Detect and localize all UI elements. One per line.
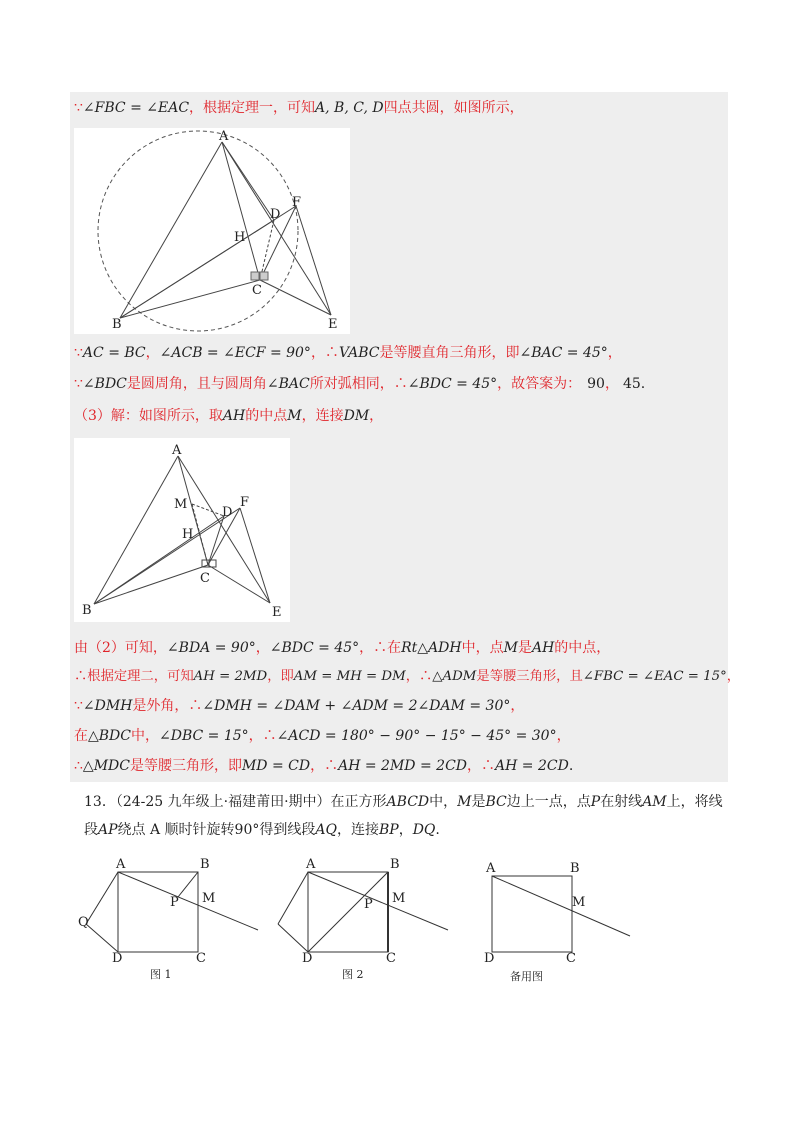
point-label-M: M	[202, 891, 216, 906]
text-segment: 在	[74, 728, 88, 744]
text-segment: ，∴	[405, 669, 433, 684]
square-figure-3	[484, 861, 630, 983]
segment-FE	[296, 206, 331, 315]
text-segment: 是等腰三角形，即	[129, 758, 242, 774]
math-expression: ∠FBC = ∠EAC	[82, 100, 190, 116]
text-segment: 所对弧相同，∴	[309, 376, 408, 392]
text-segment: ，∴在	[359, 640, 402, 656]
math-expression: ∠FBC = ∠EAC = 15°	[582, 669, 727, 684]
point-label-D: D	[302, 951, 313, 966]
text-segment: ，∴	[310, 345, 339, 361]
point-label-H: H	[182, 527, 194, 542]
point-label-D: D	[270, 207, 281, 222]
circumcircle	[98, 131, 298, 331]
text-segment: ，∴	[310, 758, 339, 774]
text-segment: 在射线	[600, 794, 643, 810]
point-label-A: A	[306, 857, 316, 872]
math-expression: ∠BDC = 45°	[407, 376, 498, 392]
math-expression: MD = CD	[241, 758, 311, 774]
right-angle-mark	[260, 272, 268, 280]
square-figures	[74, 850, 734, 990]
math-expression: ABCD	[386, 794, 430, 810]
text-segment: ，连接	[301, 408, 344, 424]
math-expression: BC	[485, 794, 507, 810]
point-label-A: A	[486, 861, 496, 876]
figure-cyclic-quadrilateral	[74, 128, 350, 334]
math-expression: ∠BDA = 90°	[166, 640, 256, 656]
math-expression: AC = BC	[82, 345, 146, 361]
text-segment: ，	[145, 345, 160, 361]
ray-AM	[492, 876, 630, 936]
point-label-F: F	[292, 195, 302, 210]
math-expression: ∠BDC	[82, 376, 127, 392]
math-expression: △MDC	[82, 758, 130, 774]
text-segment: .	[640, 376, 646, 392]
text-segment: 的中点	[245, 408, 288, 424]
point-label-B: B	[112, 317, 122, 332]
math-expression: BP	[378, 822, 399, 838]
point-label-C: C	[252, 283, 262, 298]
text-segment: ，	[556, 728, 571, 744]
segment-AQ	[278, 872, 308, 924]
math-expression: DM	[343, 408, 370, 424]
question-number: 13．	[84, 794, 116, 810]
text-segment: ，故答案为：	[497, 376, 582, 392]
point-label-M: M	[392, 891, 406, 906]
solution-line-8	[74, 726, 571, 746]
text-segment: ，即	[267, 669, 294, 684]
ray-AM	[118, 872, 258, 930]
point-label-P: P	[170, 895, 179, 910]
math-expression: M	[287, 408, 302, 424]
therefore-symbol: ∴	[74, 758, 83, 774]
math-expression: ∠DMH = ∠DAM + ∠ADM = 2∠DAM = 30°	[202, 698, 511, 714]
text-segment: 是	[471, 794, 486, 810]
math-expression: M	[457, 794, 472, 810]
text-segment: 上，将线	[666, 794, 723, 810]
math-expression: △BDC	[88, 728, 131, 744]
solution-line-3	[74, 374, 645, 394]
point-label-Q: Q	[78, 915, 89, 930]
segment-QD	[86, 924, 118, 952]
square-figure-2	[278, 857, 448, 981]
math-expression: P	[590, 794, 601, 810]
text-segment: ，	[604, 376, 619, 392]
point-label-C: C	[200, 571, 210, 586]
math-expression: VABC	[338, 345, 380, 361]
point-label-A: A	[219, 129, 229, 144]
text-segment: ，∴	[248, 728, 277, 744]
solution-line-4	[74, 406, 383, 426]
point-label-E: E	[272, 605, 282, 620]
text-segment: 绕点 A 顺时针旋转	[117, 822, 235, 838]
segment-DC	[260, 220, 274, 280]
square-ABCD	[118, 872, 198, 952]
segment-FE	[240, 508, 270, 603]
point-label-C: C	[196, 951, 206, 966]
point-label-B: B	[390, 857, 400, 872]
math-expression: 90°	[234, 822, 260, 838]
text-segment: ，	[726, 669, 741, 684]
because-symbol: ∵	[74, 698, 83, 714]
text-segment: 中，点	[461, 640, 504, 656]
math-expression: ∠ACB = ∠ECF = 90°	[159, 345, 311, 361]
diagonal-BD	[308, 872, 388, 952]
segment-BC	[94, 565, 208, 604]
text-segment: ，根据定理一，可知	[189, 100, 316, 116]
math-expression: DQ	[412, 822, 436, 838]
math-expression: ∠BDC = 45°	[269, 640, 360, 656]
math-expression: △ADM	[432, 669, 477, 684]
segment-AQ	[86, 872, 118, 924]
square-ABCD	[492, 876, 572, 952]
segment-AC	[222, 142, 260, 280]
point-label-M: M	[572, 895, 586, 910]
point-label-E: E	[328, 317, 338, 332]
point-label-D: D	[484, 951, 495, 966]
math-expression: AH	[222, 408, 246, 424]
math-expression: AH	[531, 640, 555, 656]
point-label-M: M	[174, 497, 188, 512]
point-label-H: H	[234, 230, 246, 245]
point-label-C: C	[386, 951, 396, 966]
text-segment: ∴根据定理二，可知	[74, 669, 194, 684]
text-segment: 得到线段	[259, 822, 316, 838]
math-expression: ∠BAC	[266, 376, 310, 392]
text-segment: ，连接	[336, 822, 379, 838]
because-symbol: ∵	[74, 376, 83, 392]
text-segment: 是等腰直角三角形，即	[379, 345, 520, 361]
solution-line-6	[74, 667, 740, 687]
math-expression: A, B, C, D	[315, 100, 384, 116]
right-angle-mark	[251, 272, 259, 280]
segment-QD	[278, 924, 308, 952]
point-label-B: B	[570, 861, 580, 876]
text-segment: 是圆周角，且与圆周角	[126, 376, 267, 392]
segment-CE	[208, 565, 270, 603]
text-segment: 的中点，	[554, 640, 611, 656]
text-segment: ，	[510, 698, 525, 714]
text-segment: ，∴	[467, 758, 496, 774]
math-expression: Rt△ADH	[401, 640, 462, 656]
text-segment: 四点共圆，如图所示，	[383, 100, 524, 116]
math-expression: ∠DBC = 15°	[159, 728, 249, 744]
text-segment: ，	[398, 822, 413, 838]
math-expression: ∠DMH	[82, 698, 133, 714]
text-segment: 段	[84, 822, 98, 838]
segment-AB	[120, 142, 222, 318]
figure-caption: 图 1	[150, 968, 172, 981]
point-label-A: A	[116, 857, 126, 872]
segment-MD	[192, 504, 224, 516]
text-segment: （3）解：如图所示，取	[74, 408, 223, 424]
segment-BC	[120, 280, 260, 318]
because-symbol: ∵	[74, 345, 83, 361]
solution-line-7	[74, 696, 524, 716]
point-label-P: P	[364, 897, 373, 912]
point-label-D: D	[112, 951, 123, 966]
segment-BD	[120, 220, 274, 318]
math-expression: M	[503, 640, 518, 656]
text-segment: 中，	[429, 794, 458, 810]
figure-caption: 备用图	[510, 970, 543, 983]
question-13-line-1	[84, 791, 723, 813]
solution-line-5	[74, 638, 610, 658]
point-label-B: B	[82, 603, 92, 618]
text-segment: 中，	[131, 728, 159, 744]
segment-BP	[178, 872, 198, 897]
because-symbol: ∵	[74, 100, 83, 116]
text-segment: 是	[517, 640, 532, 656]
text-segment: ，	[255, 640, 270, 656]
text-segment: .	[568, 758, 574, 774]
text-segment: ，	[607, 345, 622, 361]
solution-line-2	[74, 343, 622, 363]
solution-line-1	[74, 98, 524, 118]
text-segment: .	[435, 822, 440, 838]
math-expression: AQ	[315, 822, 337, 838]
answer-value: 90	[587, 376, 605, 392]
point-label-C: C	[566, 951, 576, 966]
text-segment: 边上一点，点	[506, 794, 591, 810]
square-figure-1	[78, 857, 258, 981]
figure-caption: 图 2	[342, 968, 364, 981]
point-label-A: A	[172, 443, 182, 458]
segment-AB	[94, 456, 178, 604]
text-segment: ，	[369, 408, 384, 424]
point-label-D: D	[222, 505, 233, 520]
point-label-F: F	[240, 495, 250, 510]
text-segment: 是外角，∴	[132, 698, 203, 714]
math-expression: AH = 2MD = 2CD	[338, 758, 468, 774]
ray-AM	[308, 872, 448, 930]
question-13-line-2	[84, 819, 440, 841]
math-expression: ∠BAC = 45°	[519, 345, 608, 361]
math-expression: AH = 2MD	[193, 669, 268, 684]
math-expression: AH = 2CD	[495, 758, 569, 774]
segment-AE	[222, 142, 331, 315]
math-expression: AP	[98, 822, 118, 838]
point-label-B: B	[200, 857, 210, 872]
figure-midpoint-construction	[74, 438, 290, 622]
math-expression: AM	[642, 794, 667, 810]
question-source: （24-25 九年级上·福建莆田·期中）在正方形	[115, 794, 387, 810]
segment-AD	[222, 142, 274, 220]
answer-value: 45	[622, 376, 641, 392]
math-expression: ∠ACD = 180° − 90° − 15° − 45° = 30°	[276, 728, 557, 744]
math-expression: AM = MH = DM	[293, 669, 406, 684]
text-segment: 由（2）可知，	[74, 640, 167, 656]
text-segment: 是等腰三角形，且	[476, 669, 583, 684]
solution-line-9	[74, 756, 573, 776]
